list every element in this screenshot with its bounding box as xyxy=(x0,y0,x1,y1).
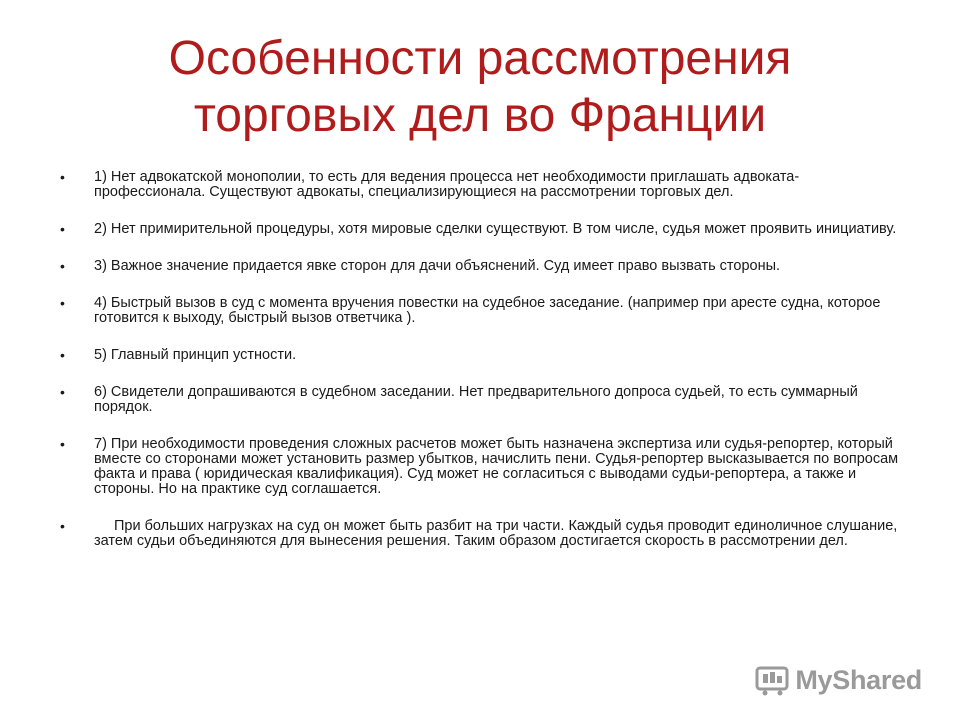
bullet-item xyxy=(60,259,910,274)
title-line-2: торговых дел во Франции xyxy=(193,89,767,142)
bullet-dot-icon: • xyxy=(60,436,65,452)
bullet-dot-icon: • xyxy=(60,221,65,237)
bullet-text: 5) Главный принцип устности. xyxy=(94,347,297,363)
bullet-dot-icon: • xyxy=(60,347,65,363)
watermark xyxy=(755,665,922,696)
bullet-text: 3) Важное значение придается явке сторон для дачи объяснений. Суд имеет право вызвать стороны. xyxy=(94,258,781,274)
bullet-text: 4) Быстрый вызов в суд с момента вручения повестки на судебное заседание. (например при аресте судна, которое готовится к выходу, быстрый вызов ответчика ). xyxy=(94,295,881,326)
bullet-text: При больших нагрузках на суд он может быть разбит на три части. Каждый судья проводит единоличное слушание, затем судьи объединяются для вынесения решения. Таким образом достигается скорость в рассмотрении дел. xyxy=(94,518,898,549)
bullet-text: 1) Нет адвокатской монополии, то есть для ведения процесса нет необходимости приглашать адвоката-профессионала. Существуют адвокаты, специализирующиеся на рассмотрении торговых дел. xyxy=(94,169,800,200)
bullet-list xyxy=(60,170,910,571)
bullet-text: 2) Нет примирительной процедуры, хотя мировые сделки существуют. В том числе, судья может проявить инициативу. xyxy=(94,221,897,237)
watermark-text: MyShared xyxy=(795,665,922,695)
bullet-dot-icon: • xyxy=(60,295,65,311)
bullet-text: 7) При необходимости проведения сложных расчетов может быть назначена экспертиза или судья-репортер, который вместе со сторонами может установить размер убытков, начислить пени. Судья-репортер высказывается по вопросам факта и права ( юридическая квалификация). Суд может не согласиться с выводами судьи-репортера, а также и стороны. Но на практике суд соглашается. xyxy=(94,436,899,497)
slide-title xyxy=(60,30,900,144)
bullet-item xyxy=(60,170,910,200)
bullet-item xyxy=(60,348,910,363)
bullet-item xyxy=(60,222,910,237)
bullet-dot-icon: • xyxy=(60,518,65,534)
bullet-dot-icon: • xyxy=(60,169,65,185)
bullet-item xyxy=(60,519,910,549)
bullet-dot-icon: • xyxy=(60,384,65,400)
bullet-dot-icon: • xyxy=(60,258,65,274)
bullet-item xyxy=(60,437,910,497)
bullet-item xyxy=(60,296,910,326)
bullet-item xyxy=(60,385,910,415)
cart-icon xyxy=(755,666,789,696)
bullet-text: 6) Свидетели допрашиваются в судебном заседании. Нет предварительного допроса судьей, то есть суммарный порядок. xyxy=(94,384,858,415)
title-line-1: Особенности рассмотрения xyxy=(168,32,792,85)
